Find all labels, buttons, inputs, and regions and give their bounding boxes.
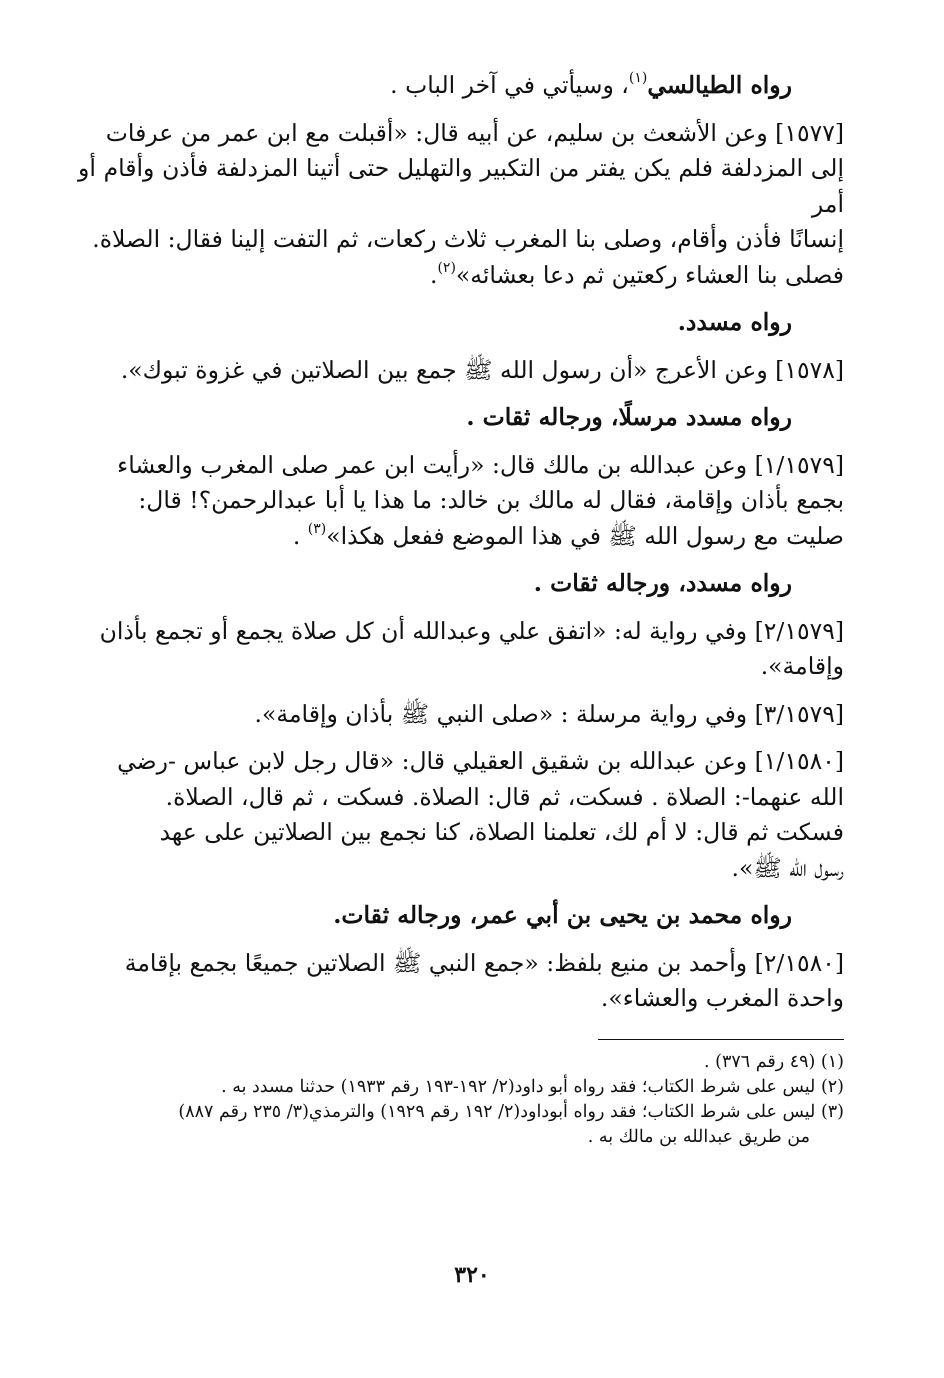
footnote-ref: (٢) [437,259,456,276]
narration-line: رواه مسدد، ورجاله ثقات . [533,569,792,597]
hadith-line: إنسانًا فأذن وأقام، وصلى بنا المغرب ثلاث ركعات، ثم التفت إلينا فقال: الصلاة. [92,225,844,253]
footnote-3: (٣) ليس على شرط الكتاب؛ فقد رواه أبوداود(٢/ ١٩٢ رقم ١٩٢٩) والترمذي(٣/ ٢٣٥ رقم ٨٨٧) [178,1101,844,1122]
hadith-line: [٢/١٥٧٩] وفي رواية له: «اتفق علي وعبدالله أن كل صلاة يجمع أو تجمع بأذان [99,616,844,645]
hadith-1577 [78,116,844,294]
hadith-line [78,258,844,294]
hadith-line [78,519,844,555]
hadith-text-end: . [292,521,308,550]
footnote-3-cont-text: من طريق عبدالله بن مالك به . [587,1126,810,1147]
footnote-1: (١) (٤٩ رقم ٣٧٦) . [703,1051,844,1072]
hadith-1579-3: [٣/١٥٧٩] وفي رواية مرسلة : «صلى النبي ﷺ بأذان وإقامة». [254,699,844,728]
hadith-line: إلى المزدلفة فلم يكن يفتر من التكبير والتهليل حتى أتينا المزدلفة فأذن وأقام أو أمر [78,154,844,218]
hadith-text: فصلى بنا العشاء ركعتين ثم دعا بعشائه» [455,260,844,289]
hadith-line: واحدة المغرب والعشاء». [600,984,844,1012]
hadith-line: وإقامة». [760,652,844,680]
hadith-text: صليت مع رسول الله ﷺ في هذا الموضع ففعل هكذا» [326,521,844,550]
hadith-1578: [١٥٧٨] وعن الأعرج «أن رسول الله ﷺ جمع بين الصلاتين في غزوة تبوك». [120,355,844,384]
narration-line: رواه مسدد. [677,308,792,336]
hadith-line: الله عنهما-: الصلاة . فسكت، ثم قال: الصلاة. فسكت ، ثم قال، الصلاة. [165,782,844,811]
footnote-2: (٢) ليس على شرط الكتاب؛ فقد رواه أبو داود(٢/ ١٩٢-١٩٣ رقم ١٩٣٣) حدثنا مسدد به . [221,1076,844,1097]
page-number: ٣٢٠ [454,1262,490,1288]
hadith-1580-1 [78,744,844,886]
hadith-line: [٢/١٥٨٠] وأحمد بن منيع بلفظ: «جمع النبي ﷺ الصلاتين جميعًا بجمع بإقامة [124,948,844,977]
hadith-line: بجمع بأذان وإقامة، فقال له مالك بن خالد: ما هذا يا أبا عبدالرحمن؟! قال: [138,486,844,514]
footnote-3-continued [78,1125,844,1150]
footnote-divider [598,1039,844,1040]
hadith-line: رسول الله ﷺ». [731,853,844,882]
hadith-1579-2 [78,614,844,685]
hadith-1579-1 [78,448,844,555]
body-text: ، وسيأتي في آخر الباب . [390,71,629,99]
narration-line [78,68,844,104]
hadith-line: [١٥٧٧] وعن الأشعث بن سليم، عن أبيه قال: «أقبلت مع ابن عمر من عرفات [105,118,844,147]
narrator-text: رواه الطيالسي [647,71,792,99]
footnotes [78,1050,844,1150]
hadith-line: فسكت ثم قال: لا أم لك، تعلمنا الصلاة، كنا نجمع بين الصلاتين على عهد [159,818,844,846]
narration-line: رواه محمد بن يحيى بن أبي عمر، ورجاله ثقات. [333,901,792,929]
hadith-line: [١/١٥٨٠] وعن عبدالله بن شقيق العقيلي قال: «قال رجل لابن عباس -رضي [117,747,844,775]
footnote-ref: (٣) [307,520,327,537]
hadith-line: [١/١٥٧٩] وعن عبدالله بن مالك قال: «رأيت ابن عمر صلى المغرب والعشاء [117,450,844,479]
narration-line: رواه مسدد مرسلًا، ورجاله ثقات . [466,403,792,431]
footnote-ref: (١) [628,70,648,87]
hadith-1580-2 [78,946,844,1017]
hadith-text-end: . [429,260,438,289]
